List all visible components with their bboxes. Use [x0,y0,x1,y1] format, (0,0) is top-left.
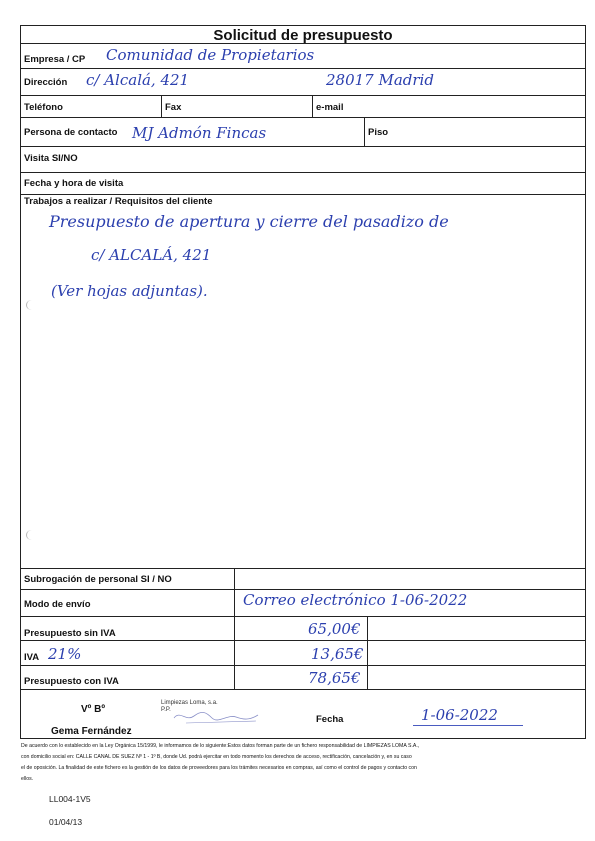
contact-label: Persona de contacto [24,127,118,138]
city-value: 28017 Madrid [326,71,434,89]
legal-line: De acuerdo con lo establecido en la Ley Orgánica 15/1999, le informamos de lo siguiente:Estos datos forman parte de un fichero responsabilidad de LIMPIEZAS LOMA S.A., [21,743,420,749]
col-divider [234,616,235,689]
row-divider [21,68,585,69]
row-divider [21,146,585,147]
subtotal-label: Presupuesto sin IVA [24,628,116,639]
vat-amount-value: 13,65€ [311,645,364,663]
punch-hole-mark [26,300,37,310]
visit-label: Visita SI/NO [24,153,78,164]
total-label: Presupuesto con IVA [24,676,119,687]
company-stamp: Limpiezas Loma, s.a. [161,700,218,706]
date-underline [413,725,523,726]
total-value: 78,65€ [308,669,361,687]
vat-label: IVA [24,652,40,663]
company-label: Empresa / CP [24,54,86,65]
work-line-1: Presupuesto de apertura y cierre del pasadizo de [49,212,449,231]
work-line-2: c/ ALCALÁ, 421 [91,246,212,264]
company-value: Comunidad de Propietarios [106,46,315,64]
subrogation-label: Subrogación de personal SI / NO [24,574,172,585]
row-divider [21,95,585,96]
row-divider [21,568,585,569]
row-divider [21,43,585,44]
legal-line: con domicilio social en: CALLE CANAL DE SUEZ Nº 1 - 1º B, donde Ud. podrá ejercitar en todo momento los derechos de acceso, rectificación, cancelación y, en su caso [21,754,412,760]
send-mode-value: Correo electrónico 1-06-2022 [243,591,468,609]
fax-label: Fax [165,102,182,113]
legal-line: el de oposición. La finalidad de este fichero es la gestión de los datos de proveedores para los trámites necesarios en compras, así como el control de pagos y contacto con [21,765,417,771]
document-code: LL004-1V5 [49,794,91,804]
signature-scribble [166,708,266,726]
address-label: Dirección [24,77,68,88]
vat-rate-value: 21% [48,645,82,663]
row-divider [21,689,585,690]
col-divider [234,568,235,616]
date-label: Fecha [316,714,344,725]
work-line-3: (Ver hojas adjuntas). [51,282,208,300]
row-divider [21,172,585,173]
approval-label: Vº Bº [81,704,105,715]
visit-date-label: Fecha y hora de visita [24,178,124,189]
document-date: 01/04/13 [49,817,83,827]
stamp-pp: P.P. [161,707,171,713]
col-divider [364,117,365,146]
legal-line: ellos. [21,776,34,782]
floor-label: Piso [368,127,389,138]
row-divider [21,616,585,617]
work-label: Trabajos a realizar / Requisitos del cliente [24,196,213,207]
row-divider [21,589,585,590]
form-title: Solicitud de presupuesto [213,27,393,44]
address-value: c/ Alcalá, 421 [86,71,190,89]
date-value: 1-06-2022 [421,706,498,724]
col-divider [161,95,162,117]
row-divider [21,640,585,641]
col-divider [367,616,368,689]
punch-hole-mark [26,530,37,540]
phone-label: Teléfono [24,102,63,113]
row-divider [21,194,585,195]
col-divider [312,95,313,117]
row-divider [21,665,585,666]
send-mode-label: Modo de envío [24,599,91,610]
signer-name: Gema Fernández [51,726,132,737]
row-divider [21,117,585,118]
legal-notice [21,741,581,785]
email-label: e-mail [316,102,344,113]
contact-value: MJ Admón Fincas [132,124,267,142]
budget-request-form [20,25,586,739]
subtotal-value: 65,00€ [308,620,361,638]
